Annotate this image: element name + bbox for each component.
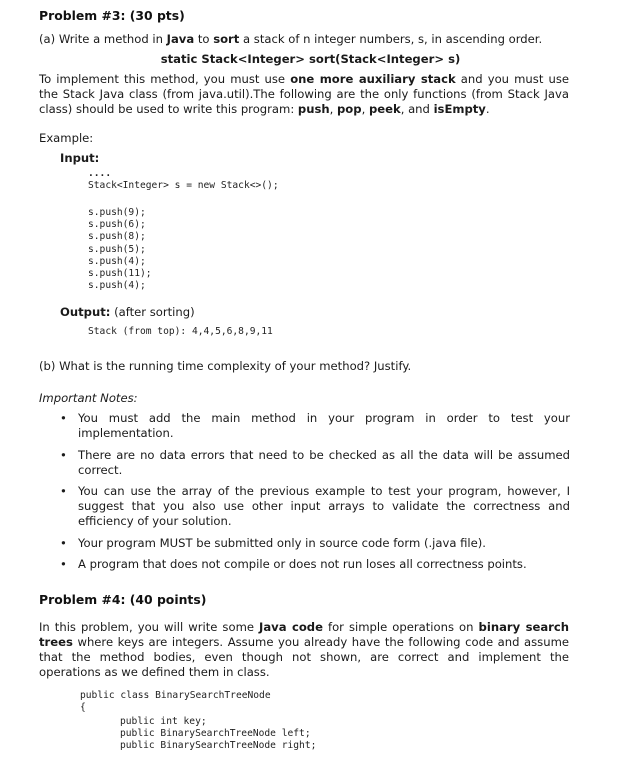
list-item: • A program that does not compile or does not run loses all correctness points. [60,557,527,571]
code-field-declarations: public int key; public BinarySearchTreeNode left; public BinarySearchTreeNode right; [120,716,317,752]
bullet-icon: • [60,535,67,550]
output-value: Stack (from top): 4,4,5,6,8,9,11 [88,326,273,337]
list-item: • You can use the array of the previous example to test your program, however, I suggest that you also use other input arrays to validate the correctness and efficiency of your solution. [60,484,570,528]
bullet-icon: • [60,557,67,571]
example-label: Example: [39,131,94,145]
bullet-icon: • [60,484,67,498]
code-declaration: Stack<Integer> s = new Stack<>(); [88,180,279,191]
code-class-declaration: public class BinarySearchTreeNode { [80,690,271,714]
bullet-icon: • [60,411,67,425]
input-label: Input: [60,151,100,165]
problem4-heading: Problem #4: (40 points) [39,592,207,607]
problem3-part-b: (b) What is the running time complexity of your method? Justify. [39,359,412,373]
problem4-instructions: In this problem, you will write some Java code for simple operations on binary search trees where keys are integers. Assume you already have the following code and assume that the method bodies, even though not shown, are correct and implement the operations as we defined them in class. [39,620,569,679]
list-item: • There are no data errors that need to be checked as all the data will be assumed correct. [60,447,570,477]
notes-list [58,411,570,579]
output-line: Output: (after sorting) [60,305,195,319]
list-item: • Your program MUST be submitted only in source code form (.java file). [60,535,486,550]
notes-title: Important Notes: [39,391,138,405]
list-item: • You must add the main method in your program in order to test your implementation. [60,411,570,440]
code-push-calls: s.push(9); s.push(6); s.push(8); s.push(5); s.push(4); s.push(11); s.push(4); [88,207,152,292]
method-signature: static Stack<Integer> sort(Stack<Integer> s) [160,52,461,66]
problem3-part-a: (a) Write a method in Java to sort a stack of n integer numbers, s, in ascending order. [39,32,543,46]
problem3-heading: Problem #3: (30 pts) [39,8,185,23]
bullet-icon: • [60,447,67,462]
code-ellipsis: .... [88,168,112,179]
problem3-instructions: To implement this method, you must use one more auxiliary stack and you must use the Stack Java class (from java.util).The following are the only functions (from Stack Java class) should be used to write this program: push, pop, peek, and isEmpty. [39,72,569,116]
